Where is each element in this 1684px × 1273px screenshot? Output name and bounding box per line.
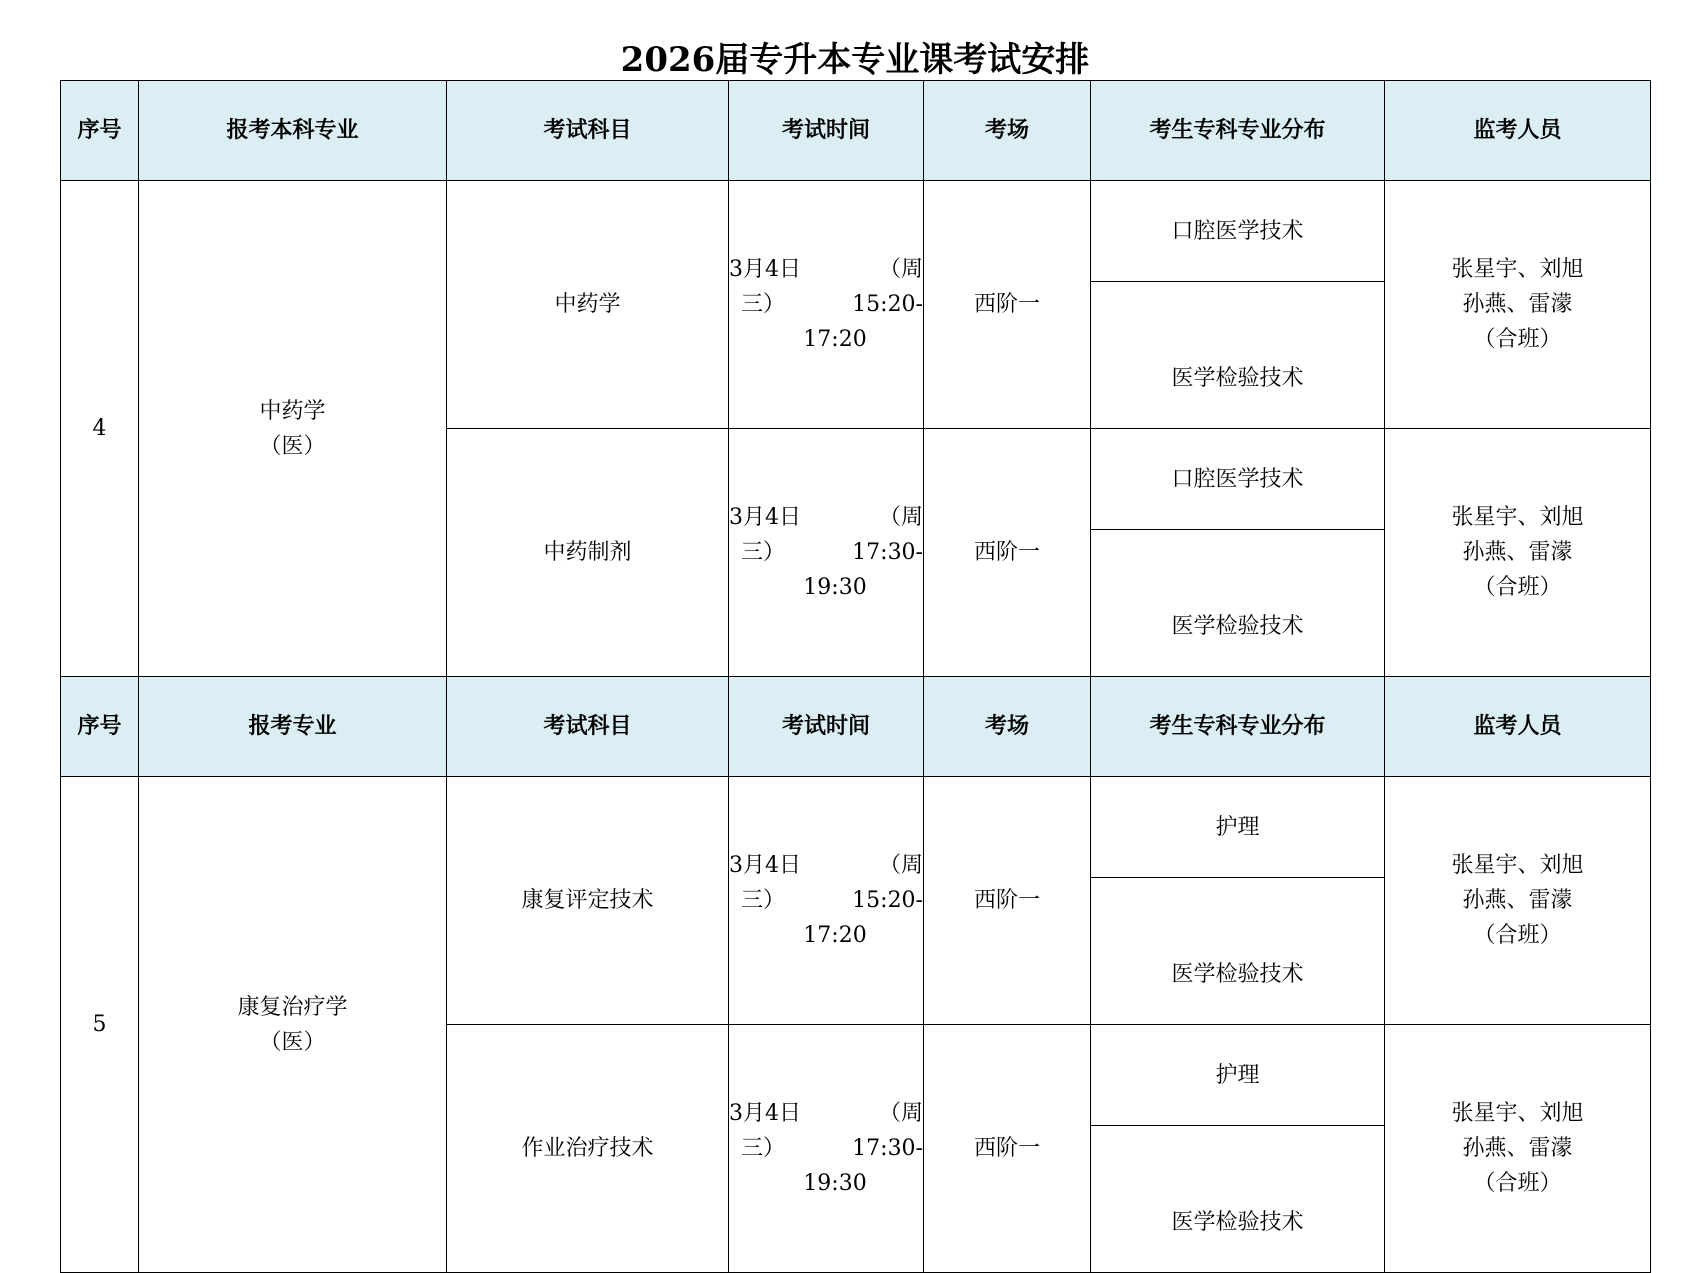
room-cell: 西阶一 [924, 429, 1091, 677]
dist-cell: 护理 [1091, 1025, 1385, 1126]
header-room: 考场 [924, 677, 1091, 777]
proctor-line: 张星宇、刘旭 [1451, 1101, 1584, 1126]
major-cell [139, 181, 447, 677]
proctor-line: 张星宇、刘旭 [1451, 257, 1584, 282]
header-time: 考试时间 [729, 81, 924, 181]
header-major: 报考本科专业 [139, 81, 447, 181]
dist-cell: 口腔医学技术 [1091, 181, 1385, 282]
time-end: 19:30 [803, 1171, 867, 1196]
header-dist: 考生专科专业分布 [1091, 677, 1385, 777]
dist-cell: 医学检验技术 [1091, 1126, 1385, 1273]
table-row [61, 181, 1651, 282]
time-cell [729, 777, 924, 1025]
room-cell: 西阶一 [924, 181, 1091, 429]
time-start: 15:20- [852, 292, 923, 317]
dist-cell: 口腔医学技术 [1091, 429, 1385, 530]
major-name: 中药学 [259, 398, 326, 424]
table-row [61, 777, 1651, 878]
proctor-cell [1385, 777, 1651, 1025]
time-end: 17:20 [803, 327, 867, 352]
proctor-note: （合班） [1473, 575, 1562, 600]
dist-cell: 医学检验技术 [1091, 878, 1385, 1025]
proctor-line: 孙燕、雷濛 [1462, 1136, 1573, 1161]
header-seq: 序号 [61, 677, 139, 777]
time-weekday-open: （周 [878, 257, 923, 282]
dist-cell: 护理 [1091, 777, 1385, 878]
subject-cell: 康复评定技术 [447, 777, 729, 1025]
header-major: 报考专业 [139, 677, 447, 777]
header-proctor: 监考人员 [1385, 677, 1651, 777]
time-weekday-close: 三） [741, 540, 786, 565]
time-weekday-open: （周 [878, 853, 923, 878]
time-end: 19:30 [803, 575, 867, 600]
time-cell [729, 429, 924, 677]
proctor-line: 孙燕、雷濛 [1462, 292, 1573, 317]
room-cell: 西阶一 [924, 777, 1091, 1025]
time-weekday-close: 三） [741, 1136, 786, 1161]
header-subject: 考试科目 [447, 677, 729, 777]
time-cell [729, 1025, 924, 1273]
time-start: 17:30- [852, 1136, 923, 1161]
proctor-line: 孙燕、雷濛 [1462, 540, 1573, 565]
dist-cell: 医学检验技术 [1091, 282, 1385, 429]
time-date: 3月4日 [729, 505, 801, 530]
subject-cell: 中药制剂 [447, 429, 729, 677]
major-cell [139, 777, 447, 1273]
proctor-note: （合班） [1473, 923, 1562, 948]
page-title: 2026届专升本专业课考试安排 [620, 40, 1090, 80]
major-name: 康复治疗学 [237, 994, 348, 1020]
room-cell: 西阶一 [924, 1025, 1091, 1273]
time-start: 17:30- [852, 540, 923, 565]
header-subject: 考试科目 [447, 81, 729, 181]
proctor-cell [1385, 429, 1651, 677]
time-weekday-close: 三） [741, 292, 786, 317]
proctor-line: 张星宇、刘旭 [1451, 505, 1584, 530]
subject-cell: 作业治疗技术 [447, 1025, 729, 1273]
time-end: 17:20 [803, 923, 867, 948]
header-dist: 考生专科专业分布 [1091, 81, 1385, 181]
time-date: 3月4日 [729, 1101, 801, 1126]
header-proctor: 监考人员 [1385, 81, 1651, 181]
proctor-line: 孙燕、雷濛 [1462, 888, 1573, 913]
time-weekday-close: 三） [741, 888, 786, 913]
subject-cell: 中药学 [447, 181, 729, 429]
time-start: 15:20- [852, 888, 923, 913]
time-date: 3月4日 [729, 853, 801, 878]
header-time: 考试时间 [729, 677, 924, 777]
proctor-note: （合班） [1473, 327, 1562, 352]
time-date: 3月4日 [729, 257, 801, 282]
table-header-row [61, 81, 1651, 181]
dist-cell: 医学检验技术 [1091, 530, 1385, 677]
header-seq: 序号 [61, 81, 139, 181]
exam-schedule-table [60, 80, 1651, 1273]
proctor-note: （合班） [1473, 1171, 1562, 1196]
proctor-line: 张星宇、刘旭 [1451, 853, 1584, 878]
seq-cell: 5 [61, 777, 139, 1273]
time-cell [729, 181, 924, 429]
proctor-cell [1385, 1025, 1651, 1273]
time-weekday-open: （周 [878, 505, 923, 530]
major-type: （医） [259, 433, 326, 459]
proctor-cell [1385, 181, 1651, 429]
seq-cell: 4 [61, 181, 139, 677]
header-room: 考场 [924, 81, 1091, 181]
time-weekday-open: （周 [878, 1101, 923, 1126]
table-header-row [61, 677, 1651, 777]
major-type: （医） [259, 1029, 326, 1055]
